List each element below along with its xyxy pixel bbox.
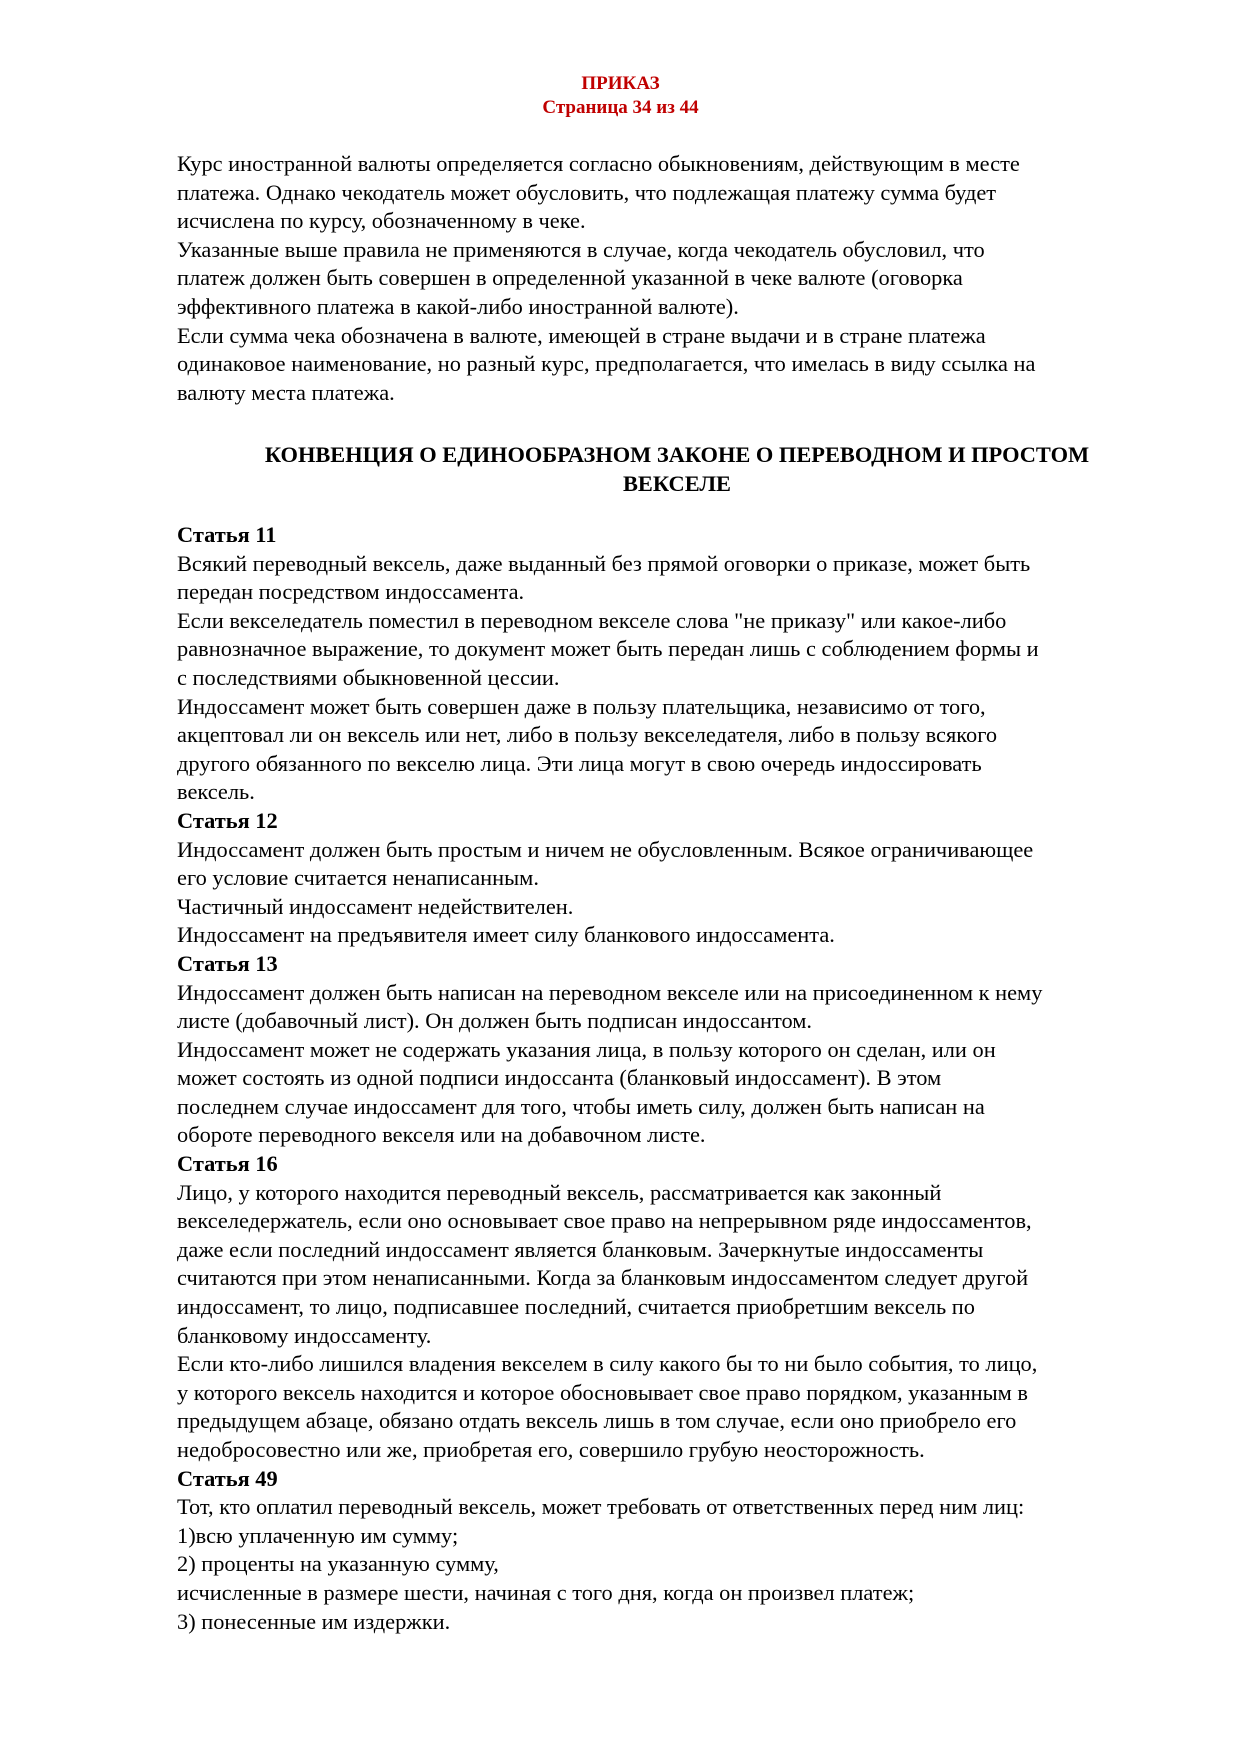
page-number: Страница 34 из 44 [542,97,699,118]
article-49 [177,1465,1177,1637]
text-line: Тот, кто оплатил переводный вексель, может требовать от ответственных перед ним лиц: [177,1494,1025,1520]
text-line: исчисленные в размере шести, начиная с того дня, когда он произвел платеж; [177,1579,915,1605]
text-line: эффективного платежа в какой-либо иностранной валюте). [177,293,739,319]
text-line: Частичный индоссамент недействителен. [177,893,574,919]
text-line: с последствиями обыкновенной цессии. [177,664,560,690]
text-line: предыдущем абзаце, обязано отдать вексель лишь в том случае, если оно приобрело его [177,1408,1017,1434]
text-line: равнозначное выражение, то документ может быть передан лишь с соблюдением формы и [177,636,1039,662]
text-line: вексель. [177,779,255,805]
article-heading: Статья 12 [177,807,278,833]
text-line: недобросовестно или же, приобретая его, совершило грубую неосторожность. [177,1437,925,1462]
convention-title-line: ВЕКСЕЛЕ [623,471,731,496]
text-line: акцептовал ли он вексель или нет, либо в пользу векселедателя, либо в пользу всякого [177,722,998,748]
document-title: ПРИКАЗ [581,73,660,94]
text-line: Индоссамент может быть совершен даже в пользу плательщика, независимо от того, [177,693,986,719]
text-line: одинаковое наименование, но разный курс, предполагается, что имелась в виду ссылка на [177,351,1036,377]
intro-section [177,150,1177,407]
text-line: передан посредством индоссамента. [177,579,525,605]
text-line: может состоять из одной подписи индоссанта (бланковый индоссамент). В этом [177,1065,942,1091]
text-line: Лицо, у которого находится переводный вексель, рассматривается как законный [177,1179,942,1205]
convention-title [177,440,1177,498]
text-line: Если векселедатель поместил в переводном векселе слова "не приказу" или какое-либо [177,607,1007,633]
text-line: 2) проценты на указанную сумму, [177,1551,499,1577]
text-line: векселедержатель, если оно основывает свое право на непрерывном ряде индоссаментов, [177,1208,1032,1234]
text-line: валюту места платежа. [177,379,395,405]
article-11 [177,521,1177,807]
text-line: даже если последний индоссамент является бланковым. Зачеркнутые индоссаменты [177,1236,984,1262]
text-line: последнем случае индоссамент для того, чтобы иметь силу, должен быть написан на [177,1093,985,1119]
text-line: бланковому индоссаменту. [177,1322,432,1348]
text-line: 3) понесенные им издержки. [177,1608,451,1634]
text-line: считаются при этом ненаписанными. Когда за бланковым индоссаментом следует другой [177,1265,1029,1291]
text-line: Всякий переводный вексель, даже выданный без прямой оговорки о приказе, может быть [177,550,1031,576]
text-line: обороте переводного векселя или на добавочном листе. [177,1122,706,1148]
article-heading: Статья 11 [177,522,277,547]
article-heading: Статья 16 [177,1151,278,1177]
article-16 [177,1150,1177,1465]
text-line: его условие считается ненаписанным. [177,865,539,891]
text-line: Индоссамент может не содержать указания лица, в пользу которого он сделан, или он [177,1036,996,1062]
text-line: у которого вексель находится и которое обосновывает свое право порядком, указанным в [177,1379,1028,1405]
text-line: Курс иностранной валюты определяется согласно обыкновениям, действующим в месте [177,151,1020,176]
text-line: Индоссамент должен быть простым и ничем не обусловленным. Всякое ограничивающее [177,836,1034,862]
text-line: другого обязанного по векселю лица. Эти лица могут в свою очередь индоссировать [177,750,982,776]
articles-section [177,521,1177,1636]
text-line: 1)всю уплаченную им сумму; [177,1522,459,1548]
text-line: листе (добавочный лист). Он должен быть подписан индоссантом. [177,1008,812,1034]
article-heading: Статья 13 [177,950,278,976]
text-line: платежа. Однако чекодатель может обусловить, что подлежащая платежу сумма будет [177,179,997,205]
article-12 [177,807,1177,950]
page-header [0,72,1241,120]
text-line: Индоссамент должен быть написан на переводном векселе или на присоединенном к нему [177,979,1043,1005]
text-line: Если кто-либо лишился владения векселем в силу какого бы то ни было события, то лицо, [177,1351,1038,1377]
text-line: Если сумма чека обозначена в валюте, имеющей в стране выдачи и в стране платежа [177,322,986,348]
text-line: Индоссамент на предъявителя имеет силу бланкового индоссамента. [177,922,835,948]
text-line: Указанные выше правила не применяются в случае, когда чекодатель обусловил, что [177,236,985,262]
convention-title-line: КОНВЕНЦИЯ О ЕДИНООБРАЗНОМ ЗАКОНЕ О ПЕРЕВОДНОМ И ПРОСТОМ [264,442,1090,467]
article-13 [177,950,1177,1150]
text-line: платеж должен быть совершен в определенной указанной в чеке валюте (оговорка [177,265,963,291]
article-heading: Статья 49 [177,1465,278,1491]
text-line: исчислена по курсу, обозначенному в чеке. [177,208,586,234]
text-line: индоссамент, то лицо, подписавшее последний, считается приобретшим вексель по [177,1294,975,1320]
